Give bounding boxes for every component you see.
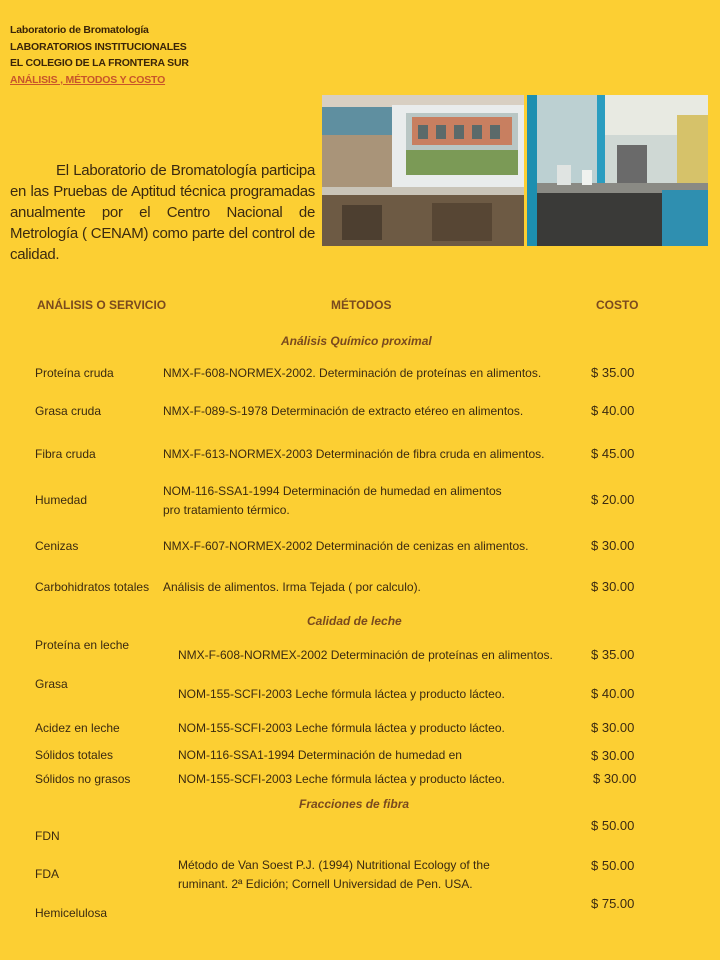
row-cost: $ 20.00 [591,492,635,507]
lab-name: Laboratorio de Bromatología [10,24,149,36]
row-analysis: Humedad [35,493,88,507]
row-method: NMX-F-608-NORMEX-2002 Determinación de proteínas en alimentos. [178,648,553,662]
college-name: EL COLEGIO DE LA FRONTERA SUR [10,57,189,69]
section-title-milk: Calidad de leche [307,614,402,628]
institution-line: LABORATORIOS INSTITUCIONALES [10,41,187,53]
row-method: Análisis de alimentos. Irma Tejada ( por calculo). [163,580,421,594]
row-analysis: Proteína cruda [35,366,114,380]
row-method: NMX-F-613-NORMEX-2003 Determinación de fibra cruda en alimentos. [163,447,545,461]
row-cost: $ 50.00 [591,858,635,873]
row-analysis: FDA [35,867,59,881]
section-title-proximal: Análisis Químico proximal [281,334,432,348]
intro-paragraph [10,160,315,265]
intro-text: El Laboratorio de Bromatología participa en las Pruebas de Aptitud técnica programadas anualmente por el Centro Nacional de Metrología ( CENAM) como parte del control de calidad. [10,162,315,263]
row-cost: $ 75.00 [591,896,635,911]
row-analysis: Fibra cruda [35,447,96,461]
lab-photo-window [322,95,524,246]
row-cost: $ 40.00 [591,403,635,418]
row-analysis: Carbohidratos totales [35,580,150,594]
row-method: NMX-F-607-NORMEX-2002 Determinación de cenizas en alimentos. [163,539,529,553]
row-method: NOM-116-SSA1-1994 Determinación de humedad en [178,748,462,762]
row-analysis: Grasa cruda [35,404,102,418]
col-header-analysis: ANÁLISIS O SERVICIO [37,298,167,312]
row-cost: $ 30.00 [591,748,635,763]
analysis-link[interactable]: ANÁLISIS , MÉTODOS Y COSTO [10,74,166,86]
row-method: NOM-155-SCFI-2003 Leche fórmula láctea y producto lácteo. [178,687,505,701]
row-analysis: Acidez en leche [35,721,120,735]
row-analysis: Sólidos no grasos [35,772,131,786]
fiber-method: Método de Van Soest P.J. (1994) Nutritional Ecology of the ruminant. 2ª Edición; Cornell Universidad de Pen. USA. [178,858,490,891]
row-method: NOM-116-SSA1-1994 Determinación de humedad en alimentos pro tratamiento térmico. [163,484,502,517]
row-cost: $ 30.00 [593,771,637,786]
row-method: NMX-F-608-NORMEX-2002. Determinación de proteínas en alimentos. [163,366,542,380]
row-method: NMX-F-089-S-1978 Determinación de extracto etéreo en alimentos. [163,404,524,418]
lab-photo-bench [527,95,708,246]
row-cost: $ 30.00 [591,538,635,553]
row-cost: $ 40.00 [591,686,635,701]
row-cost: $ 50.00 [591,818,635,833]
row-analysis: Cenizas [35,539,79,553]
row-analysis: FDN [35,829,60,843]
row-analysis: Proteína en leche [35,638,130,652]
row-cost: $ 30.00 [591,720,635,735]
col-header-cost: COSTO [596,298,639,312]
row-cost: $ 35.00 [591,647,635,662]
row-method: NOM-155-SCFI-2003 Leche fórmula láctea y producto lácteo. [178,772,505,786]
row-cost: $ 35.00 [591,365,635,380]
col-header-methods: MÉTODOS [331,298,392,312]
row-cost: $ 45.00 [591,446,635,461]
row-cost: $ 30.00 [591,579,635,594]
row-analysis: Hemicelulosa [35,906,108,920]
row-method: NOM-155-SCFI-2003 Leche fórmula láctea y producto lácteo. [178,721,505,735]
row-analysis: Sólidos totales [35,748,114,762]
row-analysis: Grasa [35,677,68,691]
section-title-fiber: Fracciones de fibra [299,797,410,811]
